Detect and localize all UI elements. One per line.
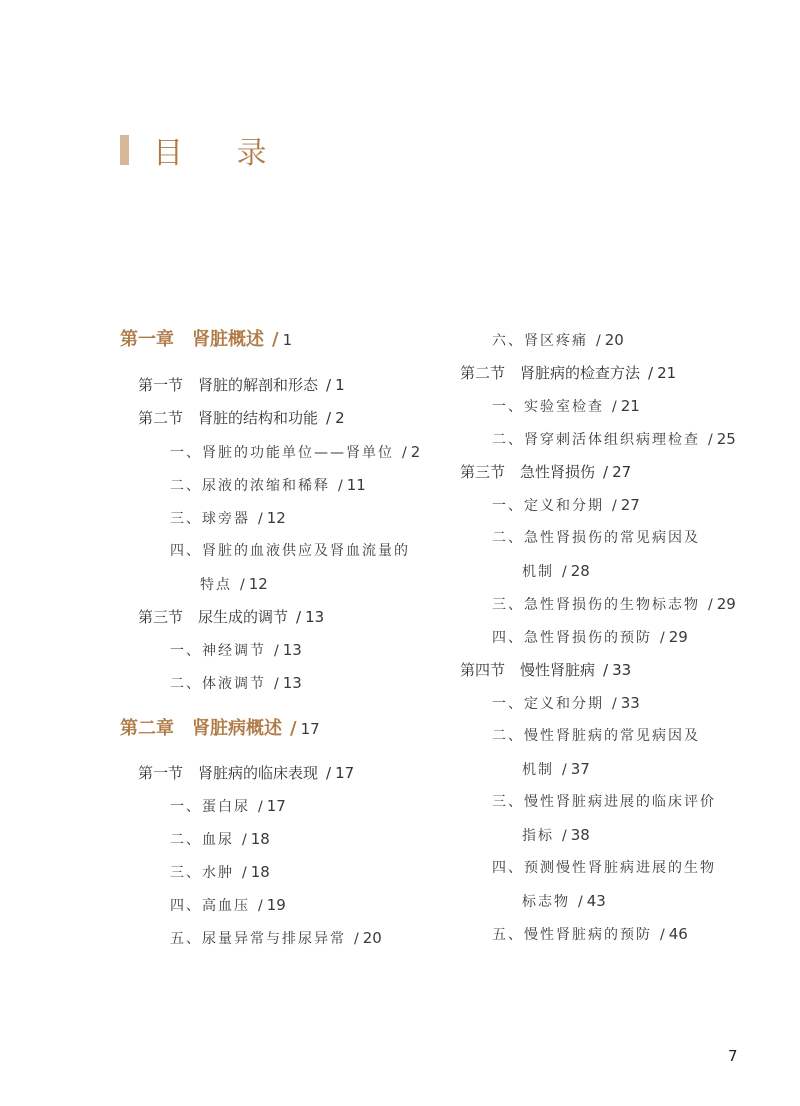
toc-entry-sub <box>492 858 716 878</box>
toc-entry-label: 一、实验室检查 <box>492 399 604 415</box>
toc-entry-separator: / <box>708 432 713 448</box>
toc-entry-label: 三、急性肾损伤的生物标志物 <box>492 597 700 613</box>
toc-entry-chapter <box>120 719 320 739</box>
toc-entry-sub <box>492 330 624 351</box>
toc-entry-page: 46 <box>668 925 688 943</box>
toc-entry-separator: / <box>596 333 601 349</box>
toc-entry-sub <box>492 924 688 945</box>
toc-entry-separator: / <box>272 329 279 350</box>
toc-entry-sub-cont <box>522 759 590 780</box>
toc-entry-sub <box>492 693 640 714</box>
toc-entry-page: 27 <box>612 463 632 481</box>
toc-entry-separator: / <box>402 445 407 461</box>
toc-entry-section <box>138 375 345 395</box>
toc-entry-label: 第一节 肾脏的解剖和形态 <box>138 376 319 394</box>
toc-entry-page: 17 <box>266 797 286 815</box>
toc-entry-page: 33 <box>620 694 640 712</box>
toc-entry-page: 13 <box>305 608 325 626</box>
toc-entry-label: 四、肾脏的血液供应及肾血流量的 <box>170 543 410 559</box>
toc-entry-label: 二、尿液的浓缩和稀释 <box>170 478 330 494</box>
toc-entry-sub <box>170 928 382 949</box>
toc-entry-separator: / <box>660 927 665 943</box>
toc-entry-separator: / <box>603 463 609 481</box>
toc-entry-section <box>138 763 354 783</box>
toc-entry-page: 20 <box>604 331 624 349</box>
toc-entry-sub <box>492 594 736 615</box>
toc-entry-sub <box>170 475 366 496</box>
toc-entry-page: 12 <box>248 575 268 593</box>
toc-entry-label: 一、蛋白尿 <box>170 799 250 815</box>
toc-entry-label: 三、慢性肾脏病进展的临床评价 <box>492 794 716 810</box>
toc-entry-label: 第三节 尿生成的调节 <box>138 608 289 626</box>
toc-entry-page: 21 <box>657 364 677 382</box>
toc-entry-separator: / <box>258 799 263 815</box>
toc-entry-page: 43 <box>586 892 606 910</box>
toc-entry-sub <box>170 895 286 916</box>
toc-entry-section <box>138 408 345 428</box>
toc-entry-page: 38 <box>570 826 590 844</box>
toc-entry-label: 标志物 <box>522 894 570 910</box>
toc-entry-sub-cont <box>522 561 590 582</box>
toc-entry-label: 二、急性肾损伤的常见病因及 <box>492 530 700 546</box>
toc-entry-label: 第二节 肾脏的结构和功能 <box>138 409 319 427</box>
toc-entry-separator: / <box>326 376 332 394</box>
toc-entry-separator: / <box>258 511 263 527</box>
toc-entry-sub <box>170 442 420 463</box>
toc-entry-page: 18 <box>250 830 270 848</box>
toc-entry-sub <box>170 862 270 883</box>
toc-entry-page: 1 <box>282 331 293 349</box>
toc-entry-separator: / <box>648 364 654 382</box>
toc-entry-label: 第三节 急性肾损伤 <box>460 463 596 481</box>
toc-entry-label: 三、水肿 <box>170 865 234 881</box>
toc-entry-separator: / <box>290 718 297 739</box>
toc-entry-page: 11 <box>346 476 366 494</box>
page-number: 7 <box>728 1047 738 1065</box>
toc-entry-separator: / <box>274 643 279 659</box>
toc-entry-label: 四、急性肾损伤的预防 <box>492 630 652 646</box>
toc-entry-label: 特点 <box>200 577 232 593</box>
toc-entry-section <box>460 363 676 383</box>
toc-entry-section <box>460 462 631 482</box>
toc-entry-separator: / <box>603 661 609 679</box>
toc-entry-label: 五、尿量异常与排尿异常 <box>170 931 346 947</box>
toc-entry-sub-cont <box>200 574 268 595</box>
toc-entry-label: 五、慢性肾脏病的预防 <box>492 927 652 943</box>
toc-entry-sub <box>170 640 302 661</box>
toc-entry-chapter <box>120 330 292 350</box>
toc-entry-separator: / <box>326 409 332 427</box>
toc-entry-label: 一、神经调节 <box>170 643 266 659</box>
toc-entry-page: 1 <box>335 376 345 394</box>
toc-entry-page: 37 <box>570 760 590 778</box>
toc-entry-sub <box>492 396 640 417</box>
toc-entry-page: 19 <box>266 896 286 914</box>
toc-entry-sub <box>492 726 700 746</box>
toc-entry-sub <box>492 429 736 450</box>
toc-entry-separator: / <box>296 608 302 626</box>
page-title: 目 录 <box>153 136 289 171</box>
toc-entry-label: 第一章 肾脏概述 <box>120 329 264 350</box>
toc-entry-sub <box>170 508 286 529</box>
toc-entry-page: 27 <box>620 496 640 514</box>
toc-entry-label: 二、体液调节 <box>170 676 266 692</box>
toc-entry-page: 21 <box>620 397 640 415</box>
toc-entry-page: 29 <box>716 595 736 613</box>
toc-entry-label: 六、肾区疼痛 <box>492 333 588 349</box>
toc-entry-separator: / <box>612 498 617 514</box>
toc-entry-label: 指标 <box>522 828 554 844</box>
toc-entry-separator: / <box>338 478 343 494</box>
title-accent-bar <box>120 135 129 165</box>
toc-entry-separator: / <box>274 676 279 692</box>
toc-entry-page: 12 <box>266 509 286 527</box>
toc-entry-label: 第二章 肾脏病概述 <box>120 718 282 739</box>
toc-entry-separator: / <box>326 764 332 782</box>
toc-entry-label: 二、血尿 <box>170 832 234 848</box>
toc-entry-separator: / <box>562 564 567 580</box>
toc-entry-sub <box>492 495 640 516</box>
toc-entry-sub <box>170 796 286 817</box>
toc-title <box>120 133 289 171</box>
toc-entry-separator: / <box>562 762 567 778</box>
toc-entry-separator: / <box>258 898 263 914</box>
toc-entry-sub-cont <box>522 891 606 912</box>
toc-entry-separator: / <box>612 696 617 712</box>
toc-entry-label: 一、定义和分期 <box>492 498 604 514</box>
toc-entry-sub <box>170 829 270 850</box>
toc-entry-separator: / <box>242 832 247 848</box>
toc-entry-separator: / <box>660 630 665 646</box>
toc-entry-label: 第四节 慢性肾脏病 <box>460 661 596 679</box>
toc-entry-label: 一、肾脏的功能单位——肾单位 <box>170 445 394 461</box>
toc-entry-label: 三、球旁器 <box>170 511 250 527</box>
toc-entry-sub <box>170 541 410 561</box>
toc-entry-page: 20 <box>362 929 382 947</box>
toc-entry-page: 18 <box>250 863 270 881</box>
toc-entry-page: 33 <box>612 661 632 679</box>
toc-entry-page: 28 <box>570 562 590 580</box>
toc-entry-page: 17 <box>300 720 320 738</box>
toc-entry-label: 四、预测慢性肾脏病进展的生物 <box>492 860 716 876</box>
toc-entry-separator: / <box>578 894 583 910</box>
toc-entry-label: 二、肾穿刺活体组织病理检查 <box>492 432 700 448</box>
toc-entry-separator: / <box>242 865 247 881</box>
toc-entry-label: 二、慢性肾脏病的常见病因及 <box>492 728 700 744</box>
toc-entry-sub <box>170 673 302 694</box>
toc-entry-page: 2 <box>410 443 421 461</box>
toc-entry-sub <box>492 627 688 648</box>
toc-entry-page: 25 <box>716 430 736 448</box>
toc-entry-separator: / <box>562 828 567 844</box>
toc-entry-label: 一、定义和分期 <box>492 696 604 712</box>
toc-entry-page: 17 <box>335 764 355 782</box>
toc-entry-sub <box>492 792 716 812</box>
toc-entry-label: 机制 <box>522 564 554 580</box>
toc-entry-sub-cont <box>522 825 590 846</box>
toc-entry-page: 29 <box>668 628 688 646</box>
toc-entry-section <box>138 607 324 627</box>
toc-entry-page: 13 <box>282 674 302 692</box>
toc-entry-page: 2 <box>335 409 345 427</box>
toc-entry-section <box>460 660 631 680</box>
toc-entry-label: 第二节 肾脏病的检查方法 <box>460 364 641 382</box>
toc-entry-separator: / <box>612 399 617 415</box>
toc-entry-page: 13 <box>282 641 302 659</box>
toc-entry-separator: / <box>354 931 359 947</box>
toc-entry-label: 第一节 肾脏病的临床表现 <box>138 764 319 782</box>
toc-entry-sub <box>492 528 700 548</box>
toc-entry-label: 四、高血压 <box>170 898 250 914</box>
toc-entry-separator: / <box>240 577 245 593</box>
toc-entry-label: 机制 <box>522 762 554 778</box>
toc-entry-separator: / <box>708 597 713 613</box>
